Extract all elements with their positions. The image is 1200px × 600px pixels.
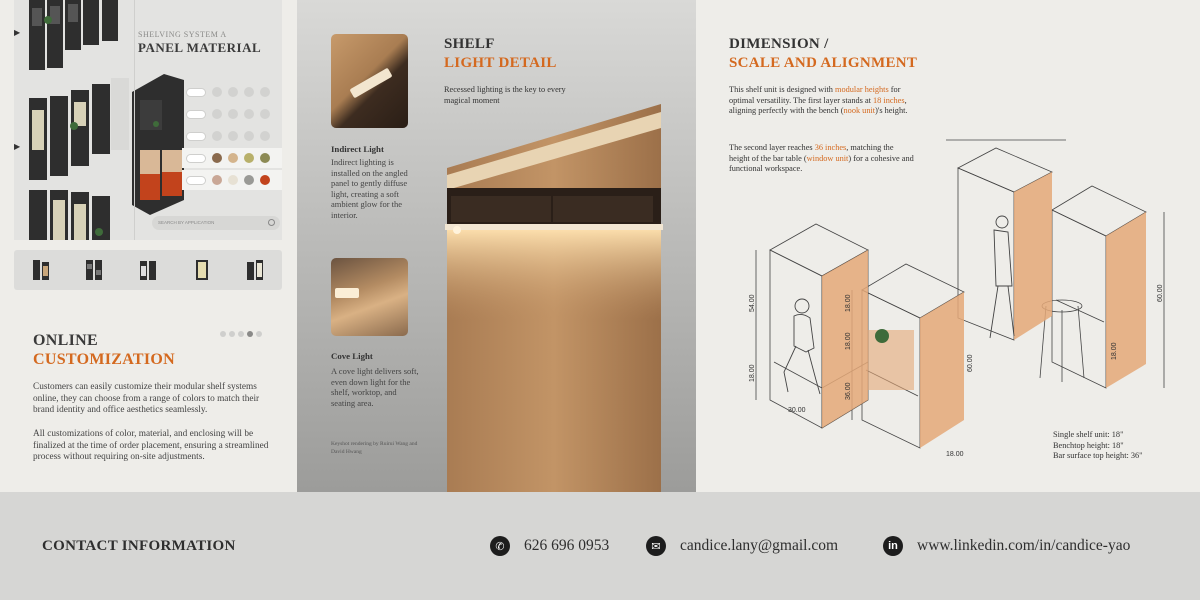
arrow-right-icon[interactable]: ▶ (14, 28, 21, 37)
shelf-thumbnail[interactable] (245, 258, 265, 282)
color-swatch[interactable] (260, 175, 270, 185)
dim-label: 30.00 (788, 407, 806, 414)
indirect-light-text: Indirect lighting is installed on the angled panel to gently diffuse light, creating a soft ambient glow for the interior. (331, 157, 408, 220)
dimension-specs (1053, 430, 1143, 462)
shelf-title (444, 35, 557, 73)
title-line-accent: LIGHT DETAIL (444, 55, 557, 71)
dim-label: 60.00 (1157, 284, 1164, 302)
shelf-thumbnail[interactable] (192, 258, 212, 282)
option-row-material[interactable] (182, 148, 282, 168)
contact-linkedin[interactable] (883, 536, 1130, 556)
search-icon[interactable] (268, 219, 275, 226)
search-placeholder: SEARCH BY APPLICATION (158, 220, 215, 225)
title-line-accent: CUSTOMIZATION (33, 351, 176, 368)
render-credit: Keyshot rendering by Ruirui Wang and David Hwang (331, 441, 418, 455)
contact-email[interactable] (646, 536, 838, 556)
indirect-light-title: Indirect Light (331, 144, 384, 154)
option-rows (182, 82, 282, 192)
cove-light-photo (331, 258, 408, 336)
online-paragraph-1: Customers can easily customize their modular shelf systems online, they can choose from a range of colors to match their brand identity and office aesthetics seamlessly. (33, 382, 260, 416)
carousel-dot[interactable] (229, 331, 235, 337)
dimension-paragraph-2: The second layer reaches 36 inches, matching the height of the bar table (window unit) for a cohesive and functional workspace. (729, 143, 914, 173)
carousel-dot-active[interactable] (247, 331, 253, 337)
phone-number[interactable]: 626 696 0953 (524, 537, 610, 554)
toggle[interactable] (186, 154, 206, 163)
color-swatch[interactable] (228, 175, 238, 185)
right-panel (696, 0, 1200, 492)
dim-label: 18.00 (845, 294, 852, 312)
dim-label: 18.00 (845, 332, 852, 350)
shelf-subtitle: Recessed lighting is the key to every magical moment (444, 85, 566, 105)
option-row-color[interactable] (182, 170, 282, 190)
arrow-right-icon[interactable]: ▶ (14, 142, 21, 151)
color-swatch[interactable] (212, 175, 222, 185)
color-swatch[interactable] (228, 153, 238, 163)
color-swatch[interactable] (244, 175, 254, 185)
dimension-title (729, 35, 917, 73)
toggle[interactable] (186, 176, 206, 185)
contact-title: CONTACT INFORMATION (42, 538, 236, 554)
configurator-subtitle: SHELVING SYSTEM A (138, 30, 227, 39)
configurator-title: PANEL MATERIAL (138, 40, 262, 55)
cove-light-text: A cove light delivers soft, even down light for the shelf, worktop, and seating area. (331, 366, 419, 408)
toggle[interactable] (186, 132, 206, 141)
cove-light-title: Cove Light (331, 351, 373, 361)
online-paragraph-2: All customizations of color, material, and enclosing will be finalized at the time of order placement, ensuring a streamlined process without requiring on-site adjustments. (33, 429, 269, 463)
title-line: SHELF (444, 36, 495, 52)
search-input[interactable] (152, 216, 280, 230)
title-line-accent: SCALE AND ALIGNMENT (729, 55, 918, 71)
toggle[interactable] (186, 88, 206, 97)
email-address[interactable]: candice.lany@gmail.com (680, 537, 839, 554)
toggle[interactable] (186, 110, 206, 119)
shelf-thumbnail[interactable] (138, 258, 158, 282)
dim-label: 36.00 (845, 382, 852, 400)
shelf-thumbnail[interactable] (31, 258, 51, 282)
title-line: DIMENSION / (729, 36, 829, 52)
carousel-dots (220, 331, 262, 337)
dim-label: 60.00 (967, 354, 974, 372)
color-swatch[interactable] (244, 153, 254, 163)
carousel-dot[interactable] (238, 331, 244, 337)
dimension-paragraph-1: This shelf unit is designed with modular heights for optimal versatility. The first layer stands at 18 inches, aligning perfectly with the bench (nook unit)'s height. (729, 85, 908, 115)
spec-line: Benchtop height: 18" (1053, 440, 1124, 450)
contact-phone[interactable] (490, 536, 609, 556)
variant-thumbnails (14, 250, 282, 290)
option-row[interactable] (182, 104, 282, 124)
dim-label: 18.00 (946, 451, 964, 458)
configurator-preview (14, 0, 282, 240)
phone-icon: ✆ (490, 536, 510, 556)
email-icon: ✉ (646, 536, 666, 556)
divider (134, 0, 135, 240)
option-row[interactable] (182, 82, 282, 102)
dimension-diagram (696, 0, 1200, 492)
indirect-light-photo (331, 34, 408, 128)
shelf-thumbnail[interactable] (84, 258, 104, 282)
dim-label: 18.00 (749, 364, 756, 382)
carousel-dot[interactable] (220, 331, 226, 337)
dim-label: 18.00 (1111, 342, 1118, 360)
color-swatch[interactable] (212, 153, 222, 163)
dim-label: 54.00 (749, 294, 756, 312)
linkedin-icon: in (883, 536, 903, 556)
spec-line: Single shelf unit: 18" (1053, 430, 1124, 439)
linkedin-url[interactable]: www.linkedin.com/in/candice-yao (917, 537, 1131, 554)
online-customization-title (33, 331, 175, 369)
title-line: ONLINE (33, 332, 98, 349)
carousel-dot[interactable] (256, 331, 262, 337)
option-row[interactable] (182, 126, 282, 146)
color-swatch[interactable] (260, 153, 270, 163)
spec-line: Bar surface top height: 36" (1053, 451, 1143, 461)
